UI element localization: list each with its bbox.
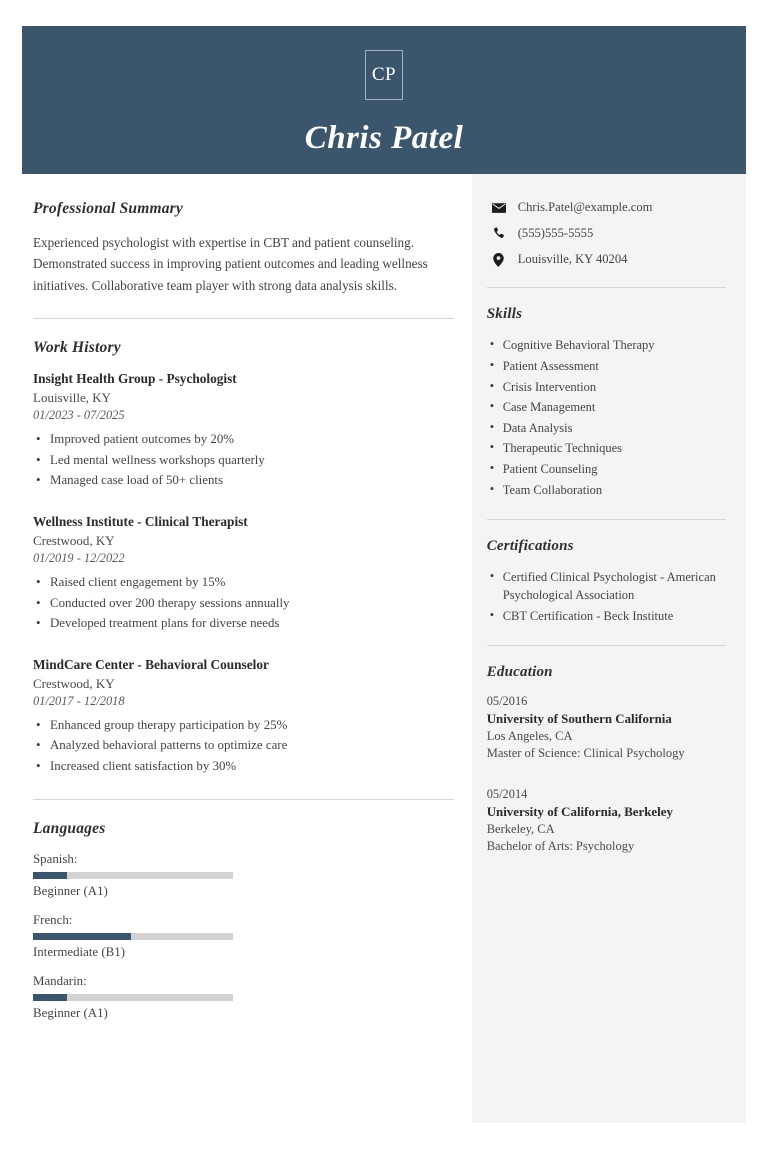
language-item bbox=[33, 852, 233, 899]
language-level: Beginner (A1) bbox=[33, 883, 108, 898]
divider-summary-work bbox=[33, 318, 454, 319]
certifications-list bbox=[487, 568, 726, 625]
job-dates: 01/2019 - 12/2022 bbox=[33, 550, 125, 565]
certification-item: • CBT Certification - Beck Institute bbox=[503, 607, 726, 625]
education-location: Los Angeles, CA bbox=[486, 728, 573, 743]
resume-header bbox=[22, 26, 746, 174]
skill-item: • Crisis Intervention bbox=[503, 378, 726, 396]
page-title: Chris Patel bbox=[304, 120, 464, 156]
language-proficiency-fill bbox=[33, 994, 67, 1001]
language-proficiency-bar bbox=[33, 933, 233, 940]
job-bullet-list bbox=[33, 716, 454, 777]
work-history-heading: Work History bbox=[33, 339, 121, 357]
language-proficiency-fill bbox=[33, 872, 67, 879]
job-dates: 01/2017 - 12/2018 bbox=[33, 693, 125, 708]
job-title: Insight Health Group - Psychologist bbox=[33, 371, 237, 387]
language-item bbox=[33, 974, 233, 1021]
job-bullet-list bbox=[33, 573, 454, 634]
language-item bbox=[33, 913, 233, 960]
education-date: 05/2014 bbox=[486, 786, 528, 801]
language-proficiency-bar bbox=[33, 994, 233, 1001]
contact-email-value: Chris.Patel@example.com bbox=[517, 200, 653, 214]
education-school: University of Southern California bbox=[486, 711, 672, 726]
language-level: Beginner (A1) bbox=[33, 1005, 108, 1020]
skill-item: • Patient Assessment bbox=[503, 357, 726, 375]
skill-item: • Cognitive Behavioral Therapy bbox=[503, 336, 726, 354]
divider-skills-certifications bbox=[487, 519, 726, 520]
languages-heading: Languages bbox=[33, 819, 106, 837]
phone-icon bbox=[489, 227, 509, 240]
section-professional-summary bbox=[33, 200, 454, 296]
language-name: Spanish: bbox=[33, 851, 78, 866]
section-education bbox=[487, 664, 726, 854]
education-entry bbox=[487, 694, 726, 761]
language-name: French: bbox=[33, 912, 73, 927]
job-bullet: • Analyzed behavioral patterns to optimize care bbox=[50, 736, 454, 756]
job-title: MindCare Center - Behavioral Counselor bbox=[33, 656, 269, 672]
job-bullet: • Conducted over 200 therapy sessions annually bbox=[50, 594, 454, 614]
skills-heading: Skills bbox=[486, 306, 523, 323]
education-degree: Bachelor of Arts: Psychology bbox=[486, 838, 635, 853]
divider-contact-skills bbox=[487, 287, 726, 288]
divider-certifications-education bbox=[487, 645, 726, 646]
summary-heading: Professional Summary bbox=[33, 200, 183, 217]
skill-item: • Therapeutic Techniques bbox=[503, 439, 726, 457]
job-title: Wellness Institute - Clinical Therapist bbox=[33, 513, 248, 529]
job-bullet: • Enhanced group therapy participation by 25% bbox=[50, 716, 454, 736]
envelope-icon bbox=[489, 203, 509, 213]
location-pin-icon bbox=[489, 253, 509, 267]
main-column bbox=[22, 174, 472, 1123]
education-heading: Education bbox=[486, 663, 553, 680]
education-entry bbox=[487, 787, 726, 854]
education-school: University of California, Berkeley bbox=[486, 804, 673, 819]
section-work-history bbox=[33, 339, 454, 776]
contact-location-value: Louisville, KY 40204 bbox=[517, 252, 628, 267]
job-location: Crestwood, KY bbox=[33, 675, 115, 691]
education-date: 05/2016 bbox=[486, 693, 528, 708]
skill-item: • Team Collaboration bbox=[503, 481, 726, 499]
section-skills bbox=[487, 306, 726, 499]
job-bullet: • Improved patient outcomes by 20% bbox=[50, 430, 454, 450]
divider-work-languages bbox=[33, 799, 454, 800]
job-bullet-list bbox=[33, 430, 454, 491]
job-location: Crestwood, KY bbox=[33, 532, 115, 548]
contact-email[interactable] bbox=[489, 200, 726, 215]
contact-location[interactable] bbox=[489, 252, 726, 267]
language-proficiency-bar bbox=[33, 872, 233, 879]
job-bullet: • Managed case load of 50+ clients bbox=[50, 471, 454, 491]
section-certifications bbox=[487, 538, 726, 625]
skill-item: • Case Management bbox=[503, 398, 726, 416]
job-bullet: • Led mental wellness workshops quarterly bbox=[50, 451, 454, 471]
education-degree: Master of Science: Clinical Psychology bbox=[486, 745, 685, 760]
job-location: Louisville, KY bbox=[33, 390, 111, 406]
job-bullet: • Increased client satisfaction by 30% bbox=[50, 757, 454, 777]
summary-text: Experienced psychologist with expertise in CBT and patient counseling. Demonstrated success in improving patient outcomes and leading wellness initiatives. Collaborative team player with strong data analysis skills. bbox=[33, 235, 428, 293]
contact-phone[interactable] bbox=[489, 226, 726, 241]
skills-list bbox=[487, 336, 726, 499]
skill-item: • Patient Counseling bbox=[503, 460, 726, 478]
job-bullet: • Developed treatment plans for diverse needs bbox=[50, 614, 454, 634]
monogram-initials: CP bbox=[371, 64, 397, 85]
skill-item: • Data Analysis bbox=[503, 419, 726, 437]
job-bullet: • Raised client engagement by 15% bbox=[50, 573, 454, 593]
language-proficiency-fill bbox=[33, 933, 131, 940]
certifications-heading: Certifications bbox=[486, 537, 574, 554]
contact-info bbox=[489, 200, 726, 267]
job-dates: 01/2023 - 07/2025 bbox=[33, 408, 125, 423]
language-name: Mandarin: bbox=[33, 973, 87, 988]
resume-body bbox=[22, 174, 746, 1123]
language-level: Intermediate (B1) bbox=[33, 944, 125, 959]
education-location: Berkeley, CA bbox=[486, 821, 555, 836]
sidebar-column bbox=[472, 174, 746, 1123]
section-languages bbox=[33, 820, 454, 1021]
contact-phone-value: (555)555-5555 bbox=[517, 226, 594, 241]
monogram-badge bbox=[365, 50, 403, 100]
work-entry bbox=[33, 514, 454, 634]
certification-item: • Certified Clinical Psychologist - American Psychological Association bbox=[503, 568, 726, 604]
languages-grid bbox=[33, 852, 454, 1021]
work-entry bbox=[33, 657, 454, 777]
work-entry bbox=[33, 371, 454, 491]
